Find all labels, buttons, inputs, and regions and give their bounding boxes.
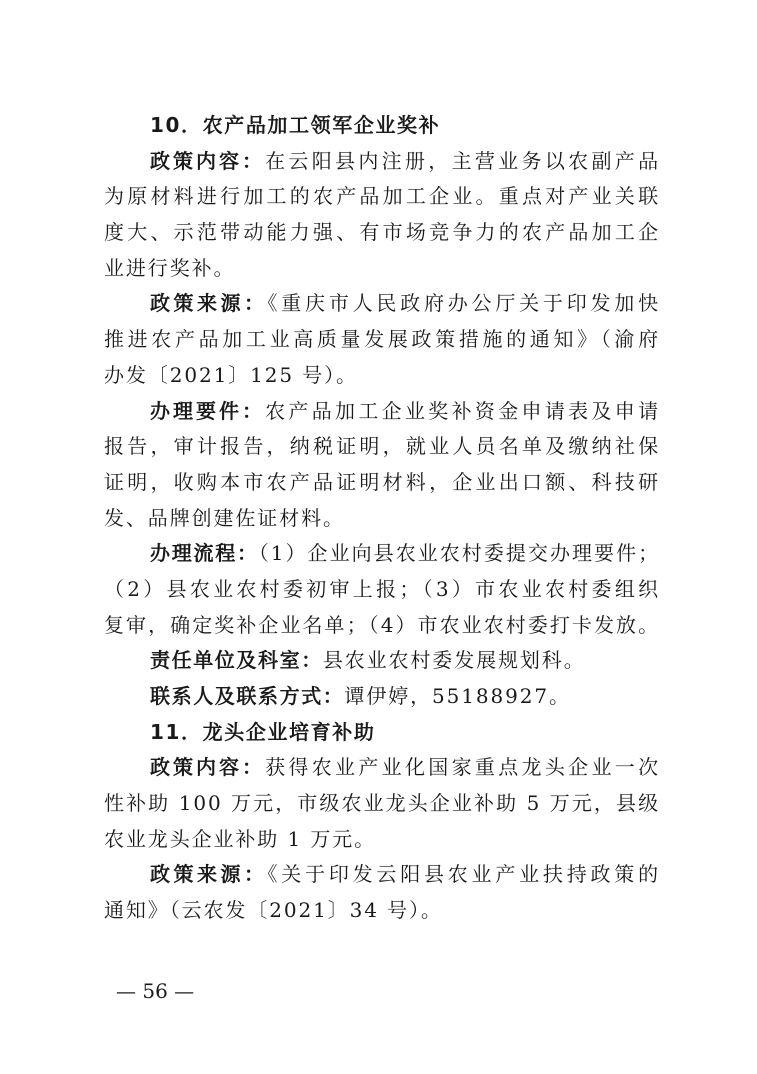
section-10-source-line-3: 办发〔2021〕125 号）。 [104, 362, 358, 387]
section-10-process-line-1 [104, 536, 660, 572]
section-10-process-line-2: （2）县农业农村委初审上报；（3）市农业农村委组织 [104, 576, 660, 601]
process-label: 办理流程： [150, 541, 259, 566]
section-10-source-line-1 [104, 286, 660, 322]
section-11-source-line-1 [104, 857, 660, 893]
content-label: 政策内容： [150, 755, 266, 780]
section-10-dept-line [104, 643, 660, 679]
contact-label: 联系人及联系方式： [150, 684, 345, 708]
section-10-requirements-line-1 [104, 394, 660, 430]
section-10-content-line-1 [104, 144, 660, 180]
content-text: 在云阳县内注册，主营业务以农副产品 [265, 148, 660, 173]
section-10-process-line-3: 复审，确定奖补企业名单；（4）市农业农村委打卡发放。 [104, 612, 660, 637]
section-11-content-line-2: 性补助 100 万元，市级农业龙头企业补助 5 万元，县级 [104, 791, 660, 816]
section-10-contact-line [104, 679, 660, 715]
section-10-requirements-line-3: 证明，收购本市农产品证明材料，企业出口额、科技研 [104, 469, 660, 494]
section-10-requirements-line-2: 报告，审计报告，纳税证明，就业人员名单及缴纳社保 [104, 434, 660, 459]
section-10-requirements-line-4: 发、品牌创建佐证材料。 [104, 505, 345, 530]
section-10-content-line-2: 为原材料进行加工的农产品加工企业。重点对产业关联 [104, 184, 660, 209]
content-text: 获得农业产业化国家重点龙头企业一次 [265, 755, 660, 780]
dept-value: 县农业农村委发展规划科。 [322, 648, 586, 673]
section-10-content-line-3: 度大、示范带动能力强、有市场竞争力的农产品加工企 [104, 220, 660, 245]
section-11-content-line-3: 农业龙头企业补助 1 万元。 [104, 826, 377, 851]
document-page [104, 108, 660, 929]
requirements-text: 农产品加工企业奖补资金申请表及申请 [265, 398, 660, 423]
contact-value: 谭伊婷，55188927。 [344, 684, 571, 708]
section-10-heading: 10．农产品加工领军企业奖补 [150, 113, 441, 137]
page-number: — 56 — [116, 979, 195, 1003]
section-11-source-line-2: 通知》（云农发〔2021〕34 号）。 [104, 898, 443, 923]
section-10-content-line-4: 业进行奖补。 [104, 255, 236, 280]
source-text: 《重庆市人民政府办公厅关于印发加快 [267, 291, 660, 316]
requirements-label: 办理要件： [150, 398, 266, 423]
content-label: 政策内容： [150, 148, 266, 173]
source-text: 《关于印发云阳县农业产业扶持政策的 [267, 862, 660, 887]
source-label: 政策来源： [150, 862, 268, 887]
section-11-content-line-1 [104, 750, 660, 786]
dept-label: 责任单位及科室： [150, 648, 323, 673]
process-text: （1）企业向县农业农村委提交办理要件； [258, 541, 661, 566]
section-11-heading: 11．龙头企业培育补助 [150, 719, 376, 744]
source-label: 政策来源： [150, 291, 268, 316]
section-10-source-line-2: 推进农产品加工业高质量发展政策措施的通知》（渝府 [104, 327, 660, 352]
